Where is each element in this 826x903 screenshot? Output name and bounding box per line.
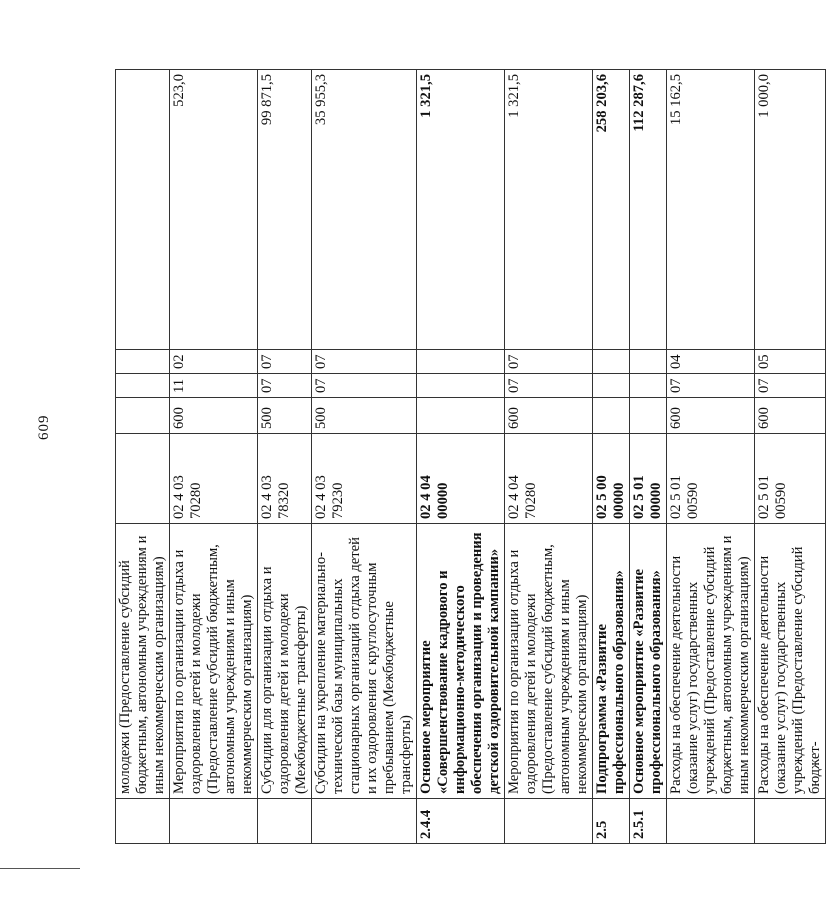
- budget-table-rotated: [115, 70, 823, 844]
- cell-pr: [630, 350, 667, 374]
- cell-name: Основное мероприятие «Совершенствование кадрового и информационно-методического обеспечения организации и проведения детской оздоровительной кампании»: [417, 524, 505, 799]
- cell-name: Расходы на обеспечение деятельности (оказание услуг) государственных учреждений (Предоставление субсидий бюджет-: [755, 524, 826, 799]
- cell-sum: 112 287,6: [630, 70, 667, 350]
- cell-sum: 1 000,0: [755, 70, 826, 350]
- cell-sum: 35 955,3: [312, 70, 417, 350]
- cell-rz: 07: [667, 374, 755, 398]
- cell-num: [116, 799, 170, 844]
- footnote-rule: [0, 868, 80, 869]
- cell-num: [755, 799, 826, 844]
- cell-pr: [116, 350, 170, 374]
- cell-vr: [116, 398, 170, 434]
- cell-num: [312, 799, 417, 844]
- cell-csr: 02 4 03 79230: [312, 434, 417, 524]
- table-row: [312, 70, 417, 844]
- cell-sum: 258 203,6: [593, 70, 630, 350]
- cell-rz: [593, 374, 630, 398]
- cell-sum: [116, 70, 170, 350]
- cell-sum: 15 162,5: [667, 70, 755, 350]
- cell-name: Мероприятия по организации отдыха и оздоровления детей и молодежи (Предоставление субсидий бюджетным, автономным учреждениям и иным некоммерческим организациям): [505, 524, 593, 799]
- cell-vr: [593, 398, 630, 434]
- cell-vr: 600: [755, 398, 826, 434]
- cell-csr: 02 4 04 70280: [505, 434, 593, 524]
- cell-sum: 523,0: [170, 70, 258, 350]
- cell-rz: 07: [312, 374, 417, 398]
- budget-table-body: [116, 70, 826, 844]
- cell-num: [258, 799, 312, 844]
- cell-vr: 600: [505, 398, 593, 434]
- table-row: [593, 70, 630, 844]
- cell-csr: 02 5 00 00000: [593, 434, 630, 524]
- cell-rz: [116, 374, 170, 398]
- cell-rz: [417, 374, 505, 398]
- cell-csr: 02 5 01 00590: [667, 434, 755, 524]
- cell-csr: 02 4 03 70280: [170, 434, 258, 524]
- cell-num: 2.5: [593, 799, 630, 844]
- cell-sum: 99 871,5: [258, 70, 312, 350]
- table-row: [116, 70, 170, 844]
- cell-vr: 600: [170, 398, 258, 434]
- cell-pr: 07: [258, 350, 312, 374]
- cell-vr: [630, 398, 667, 434]
- cell-csr: [116, 434, 170, 524]
- table-row: [417, 70, 505, 844]
- cell-pr: 05: [755, 350, 826, 374]
- cell-csr: 02 4 03 78320: [258, 434, 312, 524]
- cell-num: [505, 799, 593, 844]
- table-row: [630, 70, 667, 844]
- cell-pr: [593, 350, 630, 374]
- cell-num: [667, 799, 755, 844]
- cell-sum: 1 321,5: [505, 70, 593, 350]
- cell-rz: 07: [258, 374, 312, 398]
- cell-pr: 07: [312, 350, 417, 374]
- table-row: [170, 70, 258, 844]
- cell-vr: [417, 398, 505, 434]
- cell-csr: 02 5 01 00000: [630, 434, 667, 524]
- cell-pr: [417, 350, 505, 374]
- cell-vr: 500: [258, 398, 312, 434]
- budget-table: [115, 69, 826, 844]
- cell-name: Расходы на обеспечение деятельности (оказание услуг) государственных учреждений (Предоставление субсидий бюджетным, автономным учреждениям и иным некоммерческим организациям): [667, 524, 755, 799]
- cell-name: Субсидии на укрепление материально-технической базы муниципальных стационарных организаций отдыха детей и их оздоровления с круглосуточным пребыванием (Межбюджетные трансферты): [312, 524, 417, 799]
- cell-num: 2.4.4: [417, 799, 505, 844]
- cell-name: Подпрограмма «Развитие профессионального образования»: [593, 524, 630, 799]
- page-number: 609: [36, 414, 52, 440]
- table-row: [755, 70, 826, 844]
- cell-rz: 11: [170, 374, 258, 398]
- cell-rz: [630, 374, 667, 398]
- table-row: [258, 70, 312, 844]
- cell-name: молодежи (Предоставление субсидий бюджетным, автономным учреждениям и иным некоммерческим организациям): [116, 524, 170, 799]
- cell-pr: 02: [170, 350, 258, 374]
- cell-name: Мероприятия по организации отдыха и оздоровления детей и молодежи (Предоставление субсидий бюджетным, автономным учреждениям и иным некоммерческим организациям): [170, 524, 258, 799]
- cell-vr: 500: [312, 398, 417, 434]
- cell-rz: 07: [755, 374, 826, 398]
- cell-name: Субсидии для организации отдыха и оздоровления детей и молодежи (Межбюджетные трансферты): [258, 524, 312, 799]
- cell-rz: 07: [505, 374, 593, 398]
- cell-csr: 02 4 04 00000: [417, 434, 505, 524]
- cell-pr: 07: [505, 350, 593, 374]
- cell-vr: 600: [667, 398, 755, 434]
- cell-num: [170, 799, 258, 844]
- cell-num: 2.5.1: [630, 799, 667, 844]
- cell-sum: 1 321,5: [417, 70, 505, 350]
- table-row: [505, 70, 593, 844]
- cell-name: Основное мероприятие «Развитие профессионального образования»: [630, 524, 667, 799]
- cell-pr: 04: [667, 350, 755, 374]
- cell-csr: 02 5 01 00590: [755, 434, 826, 524]
- table-row: [667, 70, 755, 844]
